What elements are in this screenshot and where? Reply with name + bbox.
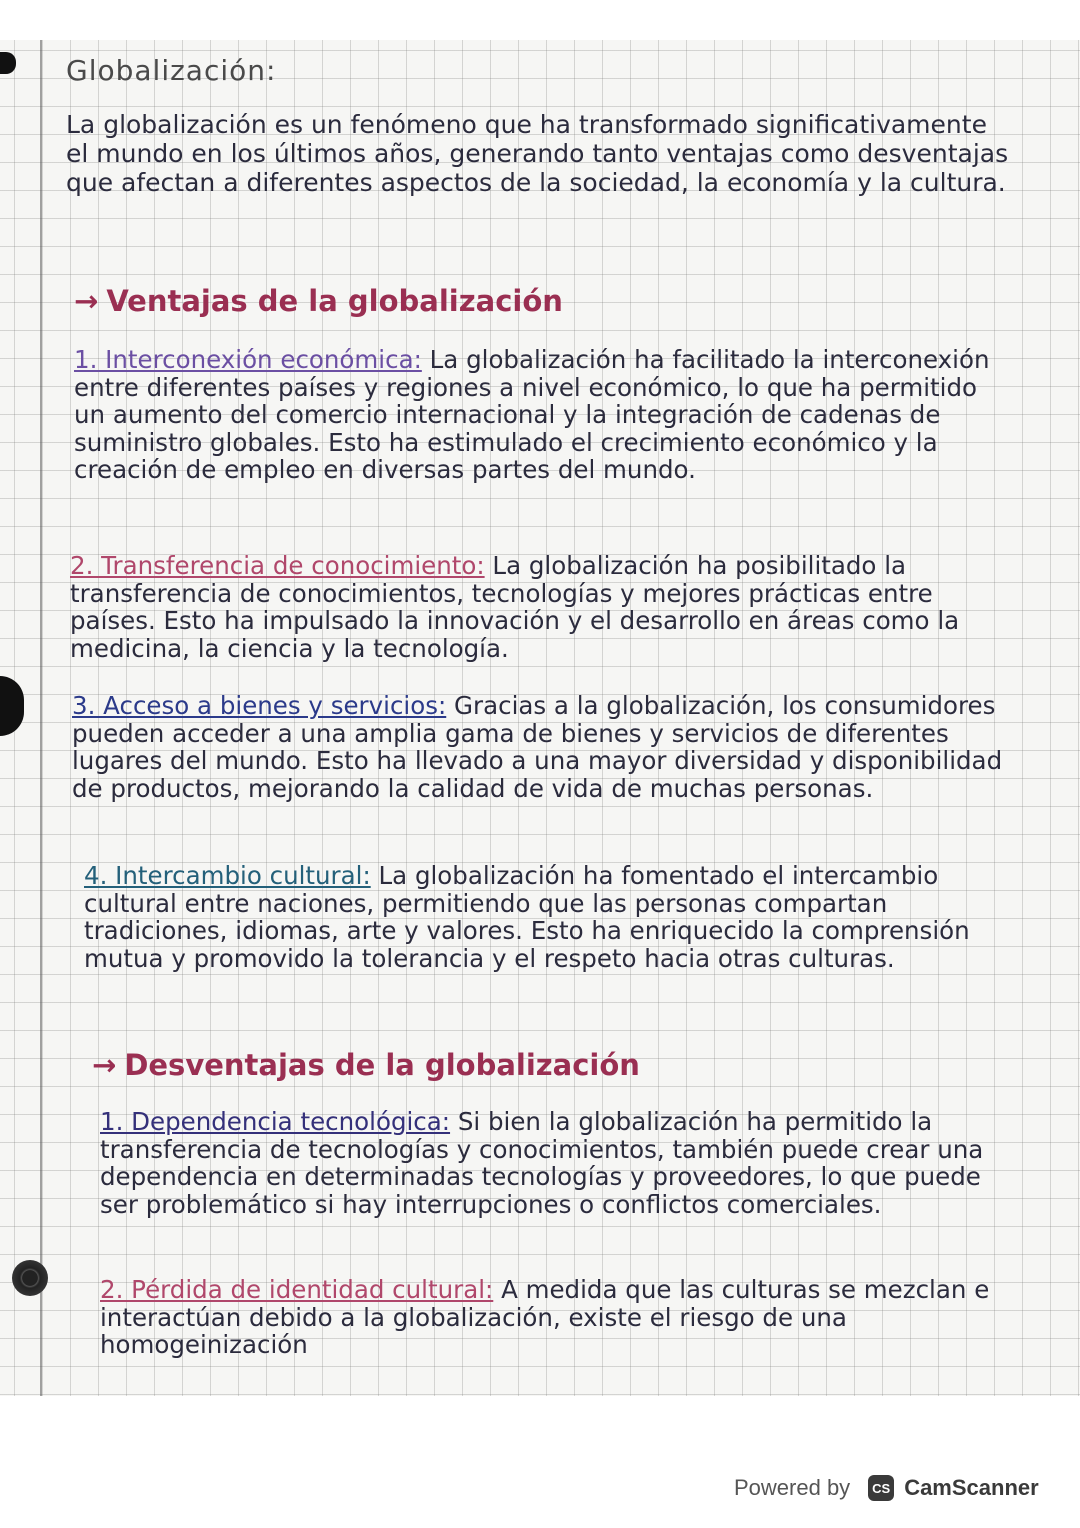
ventaja-label-1: 1. Interconexión económica:	[74, 345, 422, 374]
desventaja-text-2: A medida que las culturas se mezclan e interactúan debido a la globalización, existe el riesgo de una homogeinización	[100, 1275, 990, 1359]
desventaja-label-2: 2. Pérdida de identidad cultural:	[100, 1275, 494, 1304]
camscanner-brand: CamScanner	[904, 1475, 1039, 1500]
ventaja-text-4: La globalización ha fomentado el intercambio cultural entre naciones, permitiendo que las personas compartan tradiciones, idiomas, arte y valores. Esto ha enriquecido la comprensión mutua y promovido la tolerancia y el respeto hacia otras culturas.	[84, 861, 970, 973]
ventajas-heading	[74, 284, 563, 318]
desventaja-text-1: Si bien la globalización ha permitido la transferencia de tecnologías y conocimientos, también puede crear una dependencia en determinadas tecnologías y proveedores, lo que puede ser problemático si hay interrupciones o conflictos comerciales.	[100, 1107, 984, 1219]
ventaja-text-1: La globalización ha facilitado la interconexión entre diferentes países y regiones a nivel económico, lo que ha permitido un aumento del comercio internacional y la integración de cadenas de suministro globales. Esto ha estimulado el crecimiento económico y la creación de empleo en diversas partes del mundo.	[74, 345, 990, 484]
ventaja-text-2: La globalización ha posibilitado la transferencia de conocimientos, tecnologías y mejores prácticas entre países. Esto ha impulsado la innovación y el desarrollo en áreas como la medicina, la ciencia y la tecnología.	[70, 551, 960, 663]
desventaja-item-2	[100, 1276, 1000, 1359]
ventaja-text-3: Gracias a la globalización, los consumidores pueden acceder a una amplia gama de bienes y servicios de diferentes lugares del mundo. Esto ha llevado a una mayor diversidad y disponibilidad de productos, mejorando la calidad de vida de muchas personas.	[72, 691, 1003, 803]
ventajas-heading-text: Ventajas de la globalización	[106, 284, 563, 318]
arrow-icon: →	[92, 1048, 117, 1082]
binder-hole-middle	[0, 676, 24, 736]
margin-line	[40, 40, 42, 1396]
camscanner-logo-icon: CS	[868, 1475, 894, 1501]
ventaja-item-2	[70, 552, 1010, 662]
powered-by-text: Powered by	[734, 1475, 851, 1500]
ventaja-label-2: 2. Transferencia de conocimiento:	[70, 551, 485, 580]
binder-hole-bottom	[12, 1260, 48, 1296]
ventaja-item-1	[74, 346, 1014, 484]
ventaja-label-4: 4. Intercambio cultural:	[84, 861, 371, 890]
page-title: Globalización:	[66, 54, 277, 87]
ventaja-item-4	[84, 862, 1004, 972]
desventajas-heading	[92, 1048, 640, 1082]
notebook-page	[0, 40, 1080, 1396]
desventaja-label-1: 1. Dependencia tecnológica:	[100, 1107, 451, 1136]
desventaja-item-1	[100, 1108, 1000, 1218]
binder-hole-top	[0, 52, 16, 74]
intro-paragraph: La globalización es un fenómeno que ha transformado significativamente el mundo en los últimos años, generando tanto ventajas como desventajas que afectan a diferentes aspectos de la sociedad, la economía y la cultura.	[66, 110, 1009, 197]
desventajas-heading-text: Desventajas de la globalización	[124, 1048, 640, 1082]
camscanner-footer	[734, 1470, 1039, 1506]
arrow-icon: →	[74, 284, 99, 318]
ventaja-item-3	[72, 692, 1022, 802]
ventaja-label-3: 3. Acceso a bienes y servicios:	[72, 691, 447, 720]
